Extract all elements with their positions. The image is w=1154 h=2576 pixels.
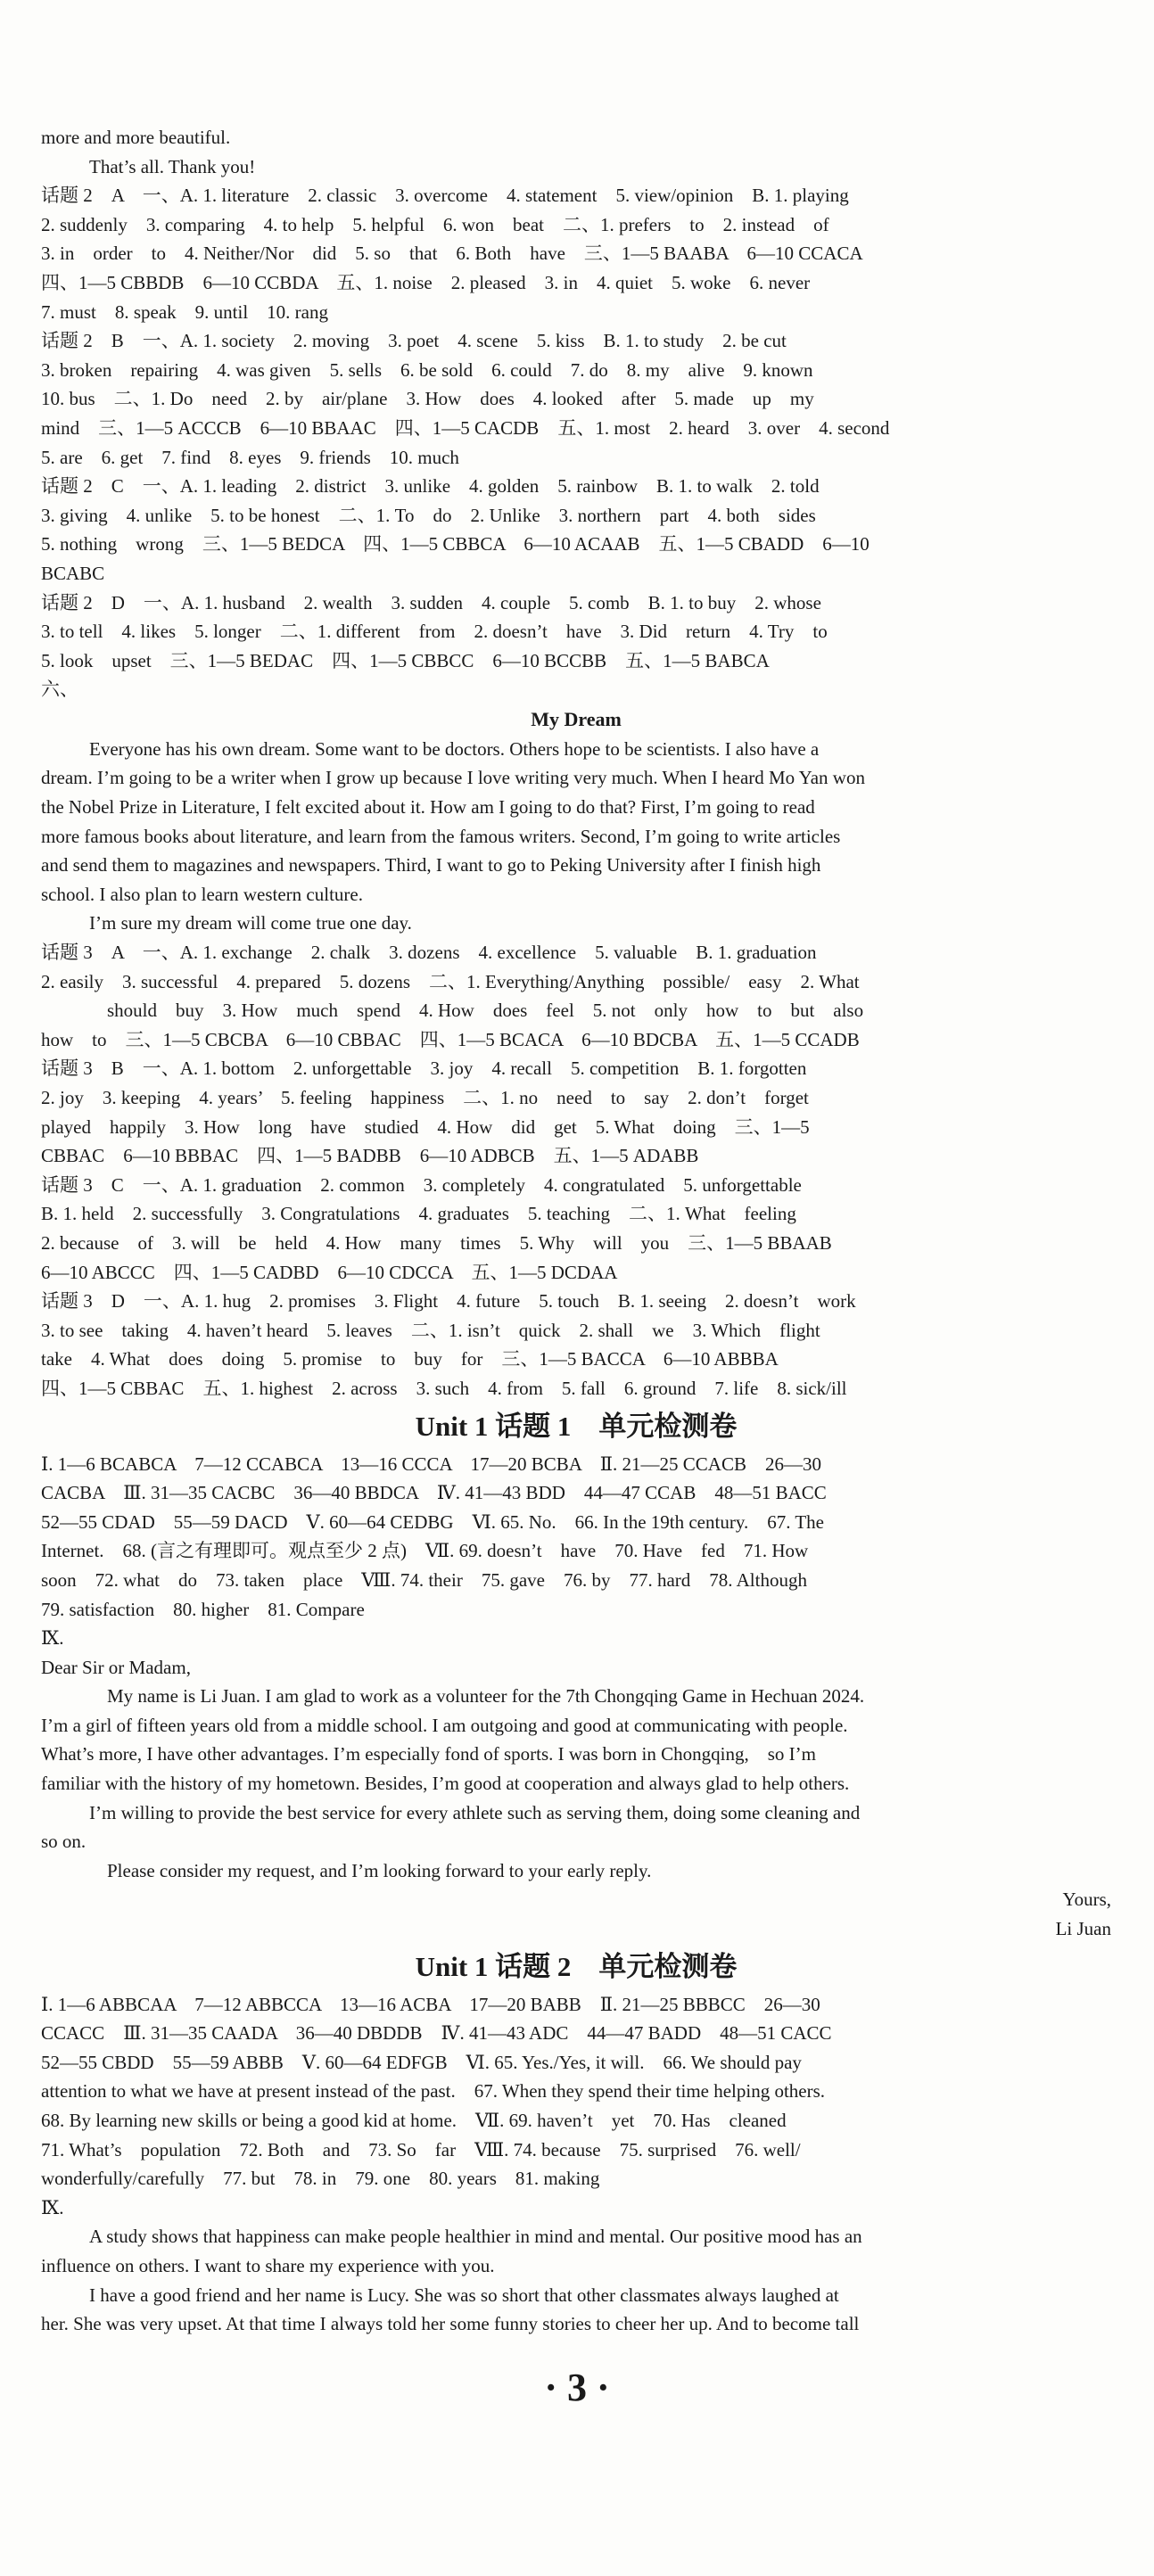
text-line: how to 三、1—5 CBCBA 6—10 CBBAC 四、1—5 BCACA 6—10 BDCBA 五、1—5 CCADB [41,1028,860,1050]
text-line: more and more beautiful. [41,127,231,148]
text-line: 3. in order to 4. Neither/Nor did 5. so that 6. Both have 三、1—5 BAABA 6—10 CCACA [41,243,863,265]
text-line: 68. By learning new skills or being a good kid at home. Ⅶ. 69. haven’t yet 70. Has cleaned [41,2110,787,2131]
text-line: 话题 3 B 一、A. 1. bottom 2. unforgettable 3. joy 4. recall 5. competition B. 1. forgotten [41,1058,807,1080]
text-line: dream. I’m going to be a writer when I grow up because I love writing very much. When I heard Mo Yan won [41,767,865,789]
topic3-answers [41,938,1111,1403]
page-content [41,123,1111,2339]
letter-greeting: Dear Sir or Madam, [41,1656,191,1678]
text-line: I’m willing to provide the best service for every athlete such as serving them, doing some cleaning and [89,1801,861,1823]
page-number: · 3 · [544,2366,610,2409]
text-line: influence on others. I want to share my experience with you. [41,2254,495,2276]
text-line: 2. because of 3. will be held 4. How many times 5. Why will you 三、1—5 BBAAB [41,1231,832,1254]
topic2-answers [41,123,1111,704]
essay-my-dream [41,704,1111,938]
text-line: 话题 3 C 一、A. 1. graduation 2. common 3. completely 4. congratulated 5. unforgettable [41,1173,802,1196]
text-line: the Nobel Prize in Literature, I felt excited about it. How am I going to do that? First, I’m going to read [41,796,815,819]
text-line: Internet. 68. (言之有理即可。观点至少 2 点) Ⅶ. 69. doesn’t have 70. Have fed 71. How [41,1540,809,1562]
text-line: 5. are 6. get 7. find 8. eyes 9. friends 10. much [41,446,459,468]
text-line: I have a good friend and her name is Lucy. She was so short that other classmates always laughed at [89,2284,839,2306]
text-line: should buy 3. How much spend 4. How does feel 5. not only how to but also [107,1000,864,1022]
text-line: familiar with the history of my hometown. Besides, I’m good at cooperation and always glad to help others. [41,1773,850,1795]
text-line: school. I also plan to learn western culture. [41,883,363,905]
text-line: 5. look upset 三、1—5 BEDAC 四、1—5 CBBCC 6—10 BCCBB 五、1—5 BABCA [41,649,770,671]
text-line: 四、1—5 CBBDB 6—10 CCBDA 五、1. noise 2. pleased 3. in 4. quiet 5. woke 6. never [41,271,811,293]
text-line: 2. suddenly 3. comparing 4. to help 5. helpful 6. won beat 二、1. prefers to 2. instead of [41,213,829,235]
text-line: 话题 2 C 一、A. 1. leading 2. district 3. unlike 4. golden 5. rainbow B. 1. to walk 2. told [41,475,820,498]
text-line: 52—55 CDAD 55—59 DACD Ⅴ. 60—64 CEDBG Ⅵ. 65. No. 66. In the 19th century. 67. The [41,1510,824,1533]
text-line: 3. to see taking 4. haven’t heard 5. leaves 二、1. isn’t quick 2. shall we 3. Which flight [41,1319,820,1341]
text-line: I’m a girl of fifteen years old from a middle school. I am outgoing and good at communicating with people. [41,1714,848,1736]
unit1-topic2-test [41,1944,1111,2339]
text-line: 52—55 CBDD 55—59 ABBB Ⅴ. 60—64 EDFGB Ⅵ. 65. Yes./Yes, it will. 66. We should pay [41,2051,802,2073]
text-line: 5. nothing wrong 三、1—5 BEDCA 四、1—5 CBBCA 6—10 ACAAB 五、1—5 CBADD 6—10 [41,533,870,556]
text-line: attention to what we have at present instead of the past. 67. When they spend their time helping others. [41,2080,826,2103]
text-line: 六、 [41,679,78,701]
text-line: CBBAC 6—10 BBBAC 四、1—5 BADBB 6—10 ADBCB 五、1—5 ADABB [41,1145,699,1167]
text-line: CCACC Ⅲ. 31—35 CAADA 36—40 DBDDB Ⅳ. 41—43 ADC 44—47 BADD 48—51 CACC [41,2022,832,2045]
text-line: take 4. What does doing 5. promise to buy for 三、1—5 BACCA 6—10 ABBBA [41,1348,779,1370]
text-line: 话题 3 A 一、A. 1. exchange 2. chalk 3. dozens 4. excellence 5. valuable B. 1. graduation [41,942,817,964]
text-line: 3. giving 4. unlike 5. to be honest 二、1. To do 2. Unlike 3. northern part 4. both sides [41,504,816,526]
text-line: That’s all. Thank you! [89,155,256,177]
text-line: more famous books about literature, and learn from the famous writers. Second, I’m going to write articles [41,825,841,847]
text-line: BCABC [41,562,105,584]
text-line: her. She was very upset. At that time I always told her some funny stories to cheer her up. And to become tall [41,2313,860,2335]
text-line: 话题 2 B 一、A. 1. society 2. moving 3. poet 4. scene 5. kiss B. 1. to study 2. be cut [41,330,787,352]
text-line: 71. What’s population 72. Both and 73. So far Ⅷ. 74. because 75. surprised 76. well/ [41,2138,801,2160]
text-line: 79. satisfaction 80. higher 81. Compare [41,1598,365,1620]
unit1-topic1-test [41,1403,1111,1944]
text-line: 7. must 8. speak 9. until 10. rang [41,300,328,323]
section-title: Unit 1 话题 2 单元检测卷 [415,1950,738,1982]
text-line: 2. joy 3. keeping 4. years’ 5. feeling happiness 二、1. no need to say 2. don’t forget [41,1087,809,1108]
letter-signature: Li Juan [1055,1918,1111,1940]
text-line: played happily 3. How long have studied 4. How did get 5. What doing 三、1—5 [41,1115,810,1138]
text-line: 话题 3 D 一、A. 1. hug 2. promises 3. Flight 4. future 5. touch B. 1. seeing 2. doesn’t work [41,1290,856,1313]
text-line: wonderfully/carefully 77. but 78. in 79. one 80. years 81. making [41,2168,600,2190]
text-line: 3. broken repairing 4. was given 5. sells 6. be sold 6. could 7. do 8. my alive 9. known [41,358,813,381]
text-line: What’s more, I have other advantages. I’m especially fond of sports. I was born in Chongqing, so I’m [41,1743,816,1765]
text-line: 2. easily 3. successful 4. prepared 5. dozens 二、1. Everything/Anything possible/ easy 2. What [41,970,860,992]
essay-title: My Dream [531,707,622,730]
text-line: 6—10 ABCCC 四、1—5 CADBD 6—10 CDCCA 五、1—5 DCDAA [41,1261,618,1283]
text-line: 话题 2 D 一、A. 1. husband 2. wealth 3. sudden 4. couple 5. comb B. 1. to buy 2. whose [41,591,821,613]
text-line: Everyone has his own dream. Some want to be doctors. Others hope to be scientists. I also have a [89,737,820,760]
text-line: Ⅸ. [41,1627,64,1650]
text-line: 3. to tell 4. likes 5. longer 二、1. different from 2. doesn’t have 3. Did return 4. Try to [41,621,828,643]
section-title: Unit 1 话题 1 单元检测卷 [415,1410,738,1442]
letter-closing: Yours, [1062,1889,1111,1911]
text-line: 话题 2 A 一、A. 1. literature 2. classic 3. overcome 4. statement 5. view/opinion B. 1. playing [41,185,849,207]
text-line: mind 三、1—5 ACCCB 6—10 BBAAC 四、1—5 CACDB 五、1. most 2. heard 3. over 4. second [41,416,890,439]
text-line: 10. bus 二、1. Do need 2. by air/plane 3. How does 4. looked after 5. made up my [41,388,814,410]
text-line: Please consider my request, and I’m looking forward to your early reply. [107,1859,652,1881]
text-line: so on. [41,1831,87,1853]
text-line: Ⅰ. 1—6 BCABCA 7—12 CCABCA 13—16 CCCA 17—20 BCBA Ⅱ. 21—25 CCACB 26—30 [41,1453,821,1475]
text-line: Ⅸ. [41,2196,64,2218]
text-line: A study shows that happiness can make people healthier in mind and mental. Our positive mood has an [89,2226,862,2248]
text-line: and send them to magazines and newspapers. Third, I want to go to Peking University after I finish high [41,854,821,876]
text-line: Ⅰ. 1—6 ABBCAA 7—12 ABBCCA 13—16 ACBA 17—20 BABB Ⅱ. 21—25 BBBCC 26—30 [41,1993,820,2015]
text-line: soon 72. what do 73. taken place Ⅷ. 74. their 75. gave 76. by 77. hard 78. Although [41,1568,807,1591]
text-line: CACBA Ⅲ. 31—35 CACBC 36—40 BBDCA Ⅳ. 41—43 BDD 44—47 CCAB 48—51 BACC [41,1482,827,1504]
text-line: My name is Li Juan. I am glad to work as a volunteer for the 7th Chongqing Game in Hechuan 2024. [107,1685,865,1708]
text-line: 四、1—5 CBBAC 五、1. highest 2. across 3. such 4. from 5. fall 6. ground 7. life 8. sick/ill [41,1377,847,1399]
text-line: B. 1. held 2. successfully 3. Congratulations 4. graduates 5. teaching 二、1. What feeling [41,1203,796,1225]
text-line: I’m sure my dream will come true one day. [89,912,412,934]
